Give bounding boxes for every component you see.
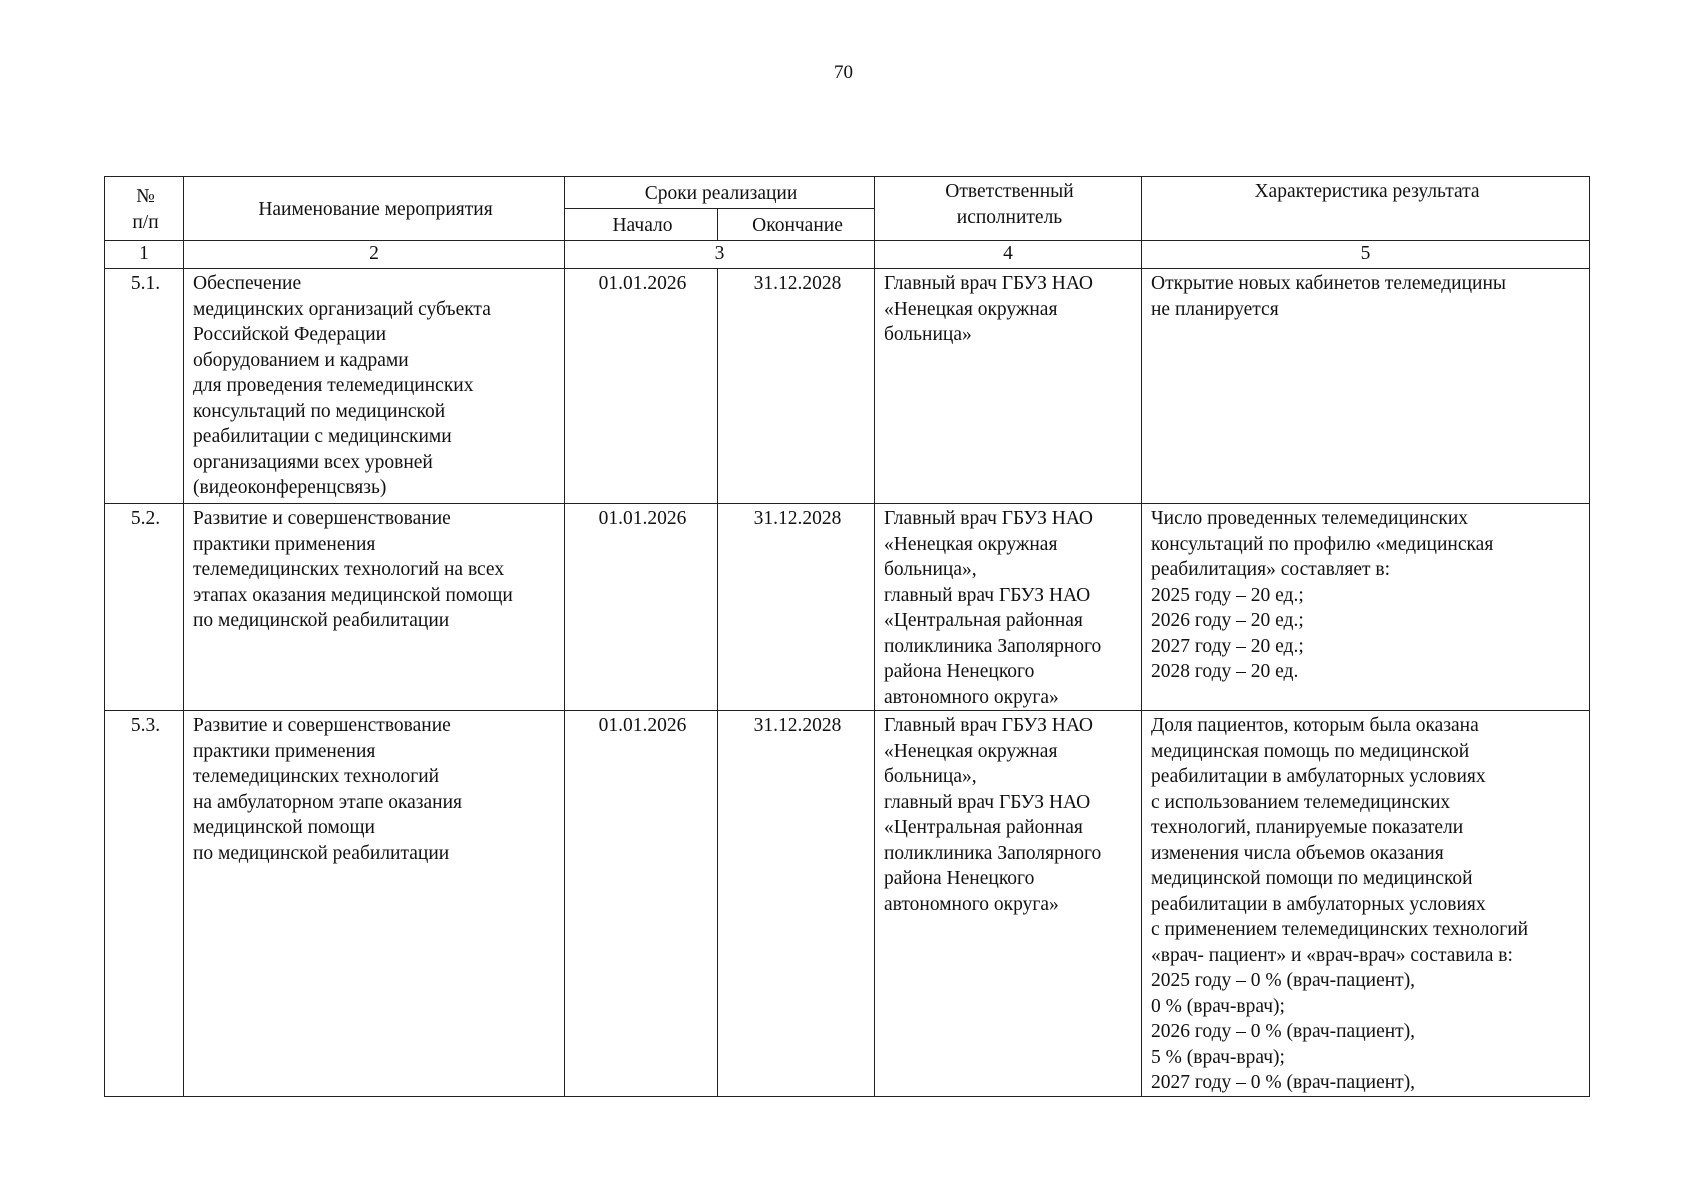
text-line: медицинской помощи по медицинской (1151, 868, 1473, 889)
table-row (105, 269, 1590, 504)
responsible-executor (875, 504, 1142, 711)
column-number-3: 3 (565, 241, 875, 269)
text-line: 2027 году – 20 ед.; (1151, 635, 1304, 657)
text-line: 2025 году – 0 % (врач-пациент), (1151, 970, 1416, 991)
text-line: практики применения (193, 533, 376, 555)
text-line: главный врач ГБУЗ НАО (884, 584, 1091, 606)
text-line: 2025 году – 20 ед.; (1151, 584, 1304, 606)
text-line: больница», (884, 559, 977, 580)
header-name: Наименование мероприятия (184, 177, 565, 241)
row-number: 5.1. (105, 269, 184, 504)
text-line: Развитие и совершенствование (193, 715, 451, 736)
text-line: 5 % (врач-врач); (1151, 1046, 1285, 1068)
text-line: Доля пациентов, которым была оказана (1151, 715, 1479, 736)
header-responsible-line1: Ответственный (945, 181, 1074, 202)
text-line: «Центральная районная (884, 610, 1083, 631)
text-line: Главный врач ГБУЗ НАО (884, 273, 1094, 294)
result-description (1142, 269, 1590, 504)
text-line: медицинских организаций субъекта (193, 298, 491, 320)
text-line: технологий, планируемые показатели (1151, 817, 1464, 838)
text-line: по медицинской реабилитации (193, 842, 450, 864)
row-number: 5.2. (105, 504, 184, 711)
text-line: реабилитация» составляет в: (1151, 559, 1390, 580)
text-line: Число проведенных телемедицинских (1151, 508, 1468, 529)
text-line: медицинская помощь по медицинской (1151, 740, 1470, 762)
text-line: Обеспечение (193, 273, 302, 294)
text-line: телемедицинских технологий (193, 766, 440, 787)
text-line: для проведения телемедицинских (193, 375, 474, 396)
text-line: 2026 году – 0 % (врач-пациент), (1151, 1021, 1416, 1042)
header-responsible-line2: исполнитель (956, 206, 1063, 228)
text-line: 2026 году – 20 ед.; (1151, 610, 1304, 631)
end-date: 31.12.2028 (718, 711, 875, 1097)
header-end: Окончание (718, 209, 875, 241)
text-line: реабилитации с медицинскими (193, 426, 452, 447)
text-line: не планируется (1151, 298, 1279, 320)
text-line: автономного округа» (884, 893, 1059, 915)
text-line: Развитие и совершенствование (193, 508, 451, 529)
text-line: Главный врач ГБУЗ НАО (884, 508, 1094, 529)
text-line: главный врач ГБУЗ НАО (884, 791, 1091, 813)
text-line: с применением телемедицинских технологий (1151, 919, 1529, 940)
column-number-5: 5 (1142, 241, 1590, 269)
text-line: реабилитации в амбулаторных условиях (1151, 766, 1486, 787)
activity-name (184, 504, 565, 711)
text-line: (видеоконференцсвязь) (193, 477, 387, 498)
text-line: поликлиника Заполярного (884, 635, 1102, 657)
text-line: 2028 году – 20 ед. (1151, 661, 1299, 682)
activities-table (104, 176, 1590, 1097)
end-date: 31.12.2028 (718, 504, 875, 711)
column-number-4: 4 (875, 241, 1142, 269)
text-line: по медицинской реабилитации (193, 610, 450, 631)
page-number: 70 (834, 62, 853, 83)
header-num (105, 177, 184, 241)
text-line: практики применения (193, 740, 376, 762)
text-line: изменения числа объемов оказания (1151, 842, 1444, 864)
header-timing: Сроки реализации (565, 177, 875, 209)
text-line: «Ненецкая окружная (884, 533, 1058, 555)
text-line: оборудованием и кадрами (193, 349, 409, 371)
header-result: Характеристика результата (1142, 177, 1590, 241)
text-line: автономного округа» (884, 686, 1059, 708)
text-line: поликлиника Заполярного (884, 842, 1102, 864)
text-line: этапах оказания медицинской помощи (193, 584, 513, 606)
header-num-line1: № (136, 186, 155, 207)
text-line: Российской Федерации (193, 324, 387, 345)
text-line: с использованием телемедицинских (1151, 791, 1451, 813)
text-line: организациями всех уровней (193, 451, 433, 473)
start-date: 01.01.2026 (565, 269, 718, 504)
text-line: консультаций по профилю «медицинская (1151, 533, 1494, 555)
text-line: медицинской помощи (193, 817, 375, 838)
column-number-1: 1 (105, 241, 184, 269)
end-date: 31.12.2028 (718, 269, 875, 504)
text-line: «Ненецкая окружная (884, 298, 1058, 320)
text-line: 2027 году – 0 % (врач-пациент), (1151, 1072, 1416, 1093)
text-line: района Ненецкого (884, 868, 1035, 889)
text-line: района Ненецкого (884, 661, 1035, 682)
result-description (1142, 711, 1590, 1097)
text-line: телемедицинских технологий на всех (193, 559, 505, 580)
text-line: Открытие новых кабинетов телемедицины (1151, 273, 1506, 294)
text-line: 0 % (врач-врач); (1151, 995, 1285, 1017)
start-date: 01.01.2026 (565, 711, 718, 1097)
result-description (1142, 504, 1590, 711)
header-start: Начало (565, 209, 718, 241)
responsible-executor (875, 711, 1142, 1097)
table-row (105, 711, 1590, 1097)
activity-name (184, 711, 565, 1097)
text-line: на амбулаторном этапе оказания (193, 791, 462, 813)
text-line: «врач- пациент» и «врач-врач» составила в: (1151, 944, 1513, 966)
text-line: больница» (884, 324, 972, 345)
header-responsible (875, 177, 1142, 241)
responsible-executor (875, 269, 1142, 504)
table-row (105, 504, 1590, 711)
header-num-line2: п/п (132, 211, 159, 233)
column-numbers-row (105, 241, 1590, 269)
text-line: больница», (884, 766, 977, 787)
text-line: «Центральная районная (884, 817, 1083, 838)
text-line: Главный врач ГБУЗ НАО (884, 715, 1094, 736)
activity-name (184, 269, 565, 504)
start-date: 01.01.2026 (565, 504, 718, 711)
row-number: 5.3. (105, 711, 184, 1097)
text-line: консультаций по медицинской (193, 400, 446, 422)
text-line: реабилитации в амбулаторных условиях (1151, 893, 1486, 915)
text-line: «Ненецкая окружная (884, 740, 1058, 762)
column-number-2: 2 (184, 241, 565, 269)
